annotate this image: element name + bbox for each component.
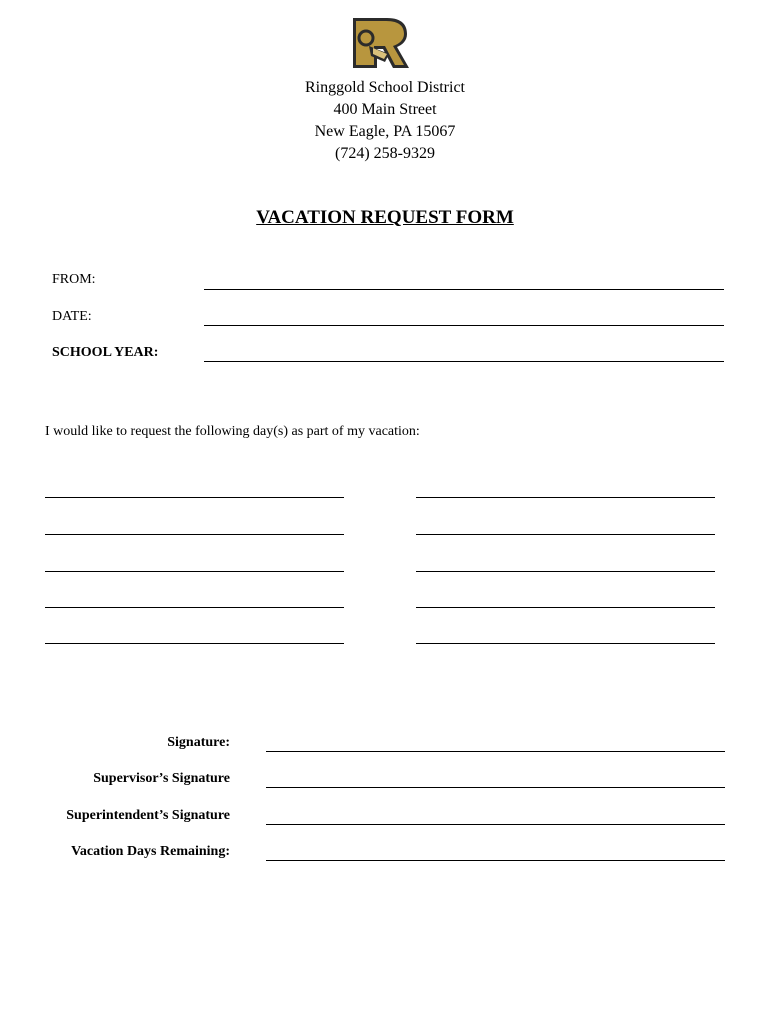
vacation-day-field[interactable] xyxy=(416,534,715,535)
vacation-day-field[interactable] xyxy=(416,571,715,572)
request-instruction: I would like to request the following day(s) as part of my vacation: xyxy=(45,424,420,439)
district-name: Ringgold School District xyxy=(305,79,465,96)
city-state-zip: New Eagle, PA 15067 xyxy=(314,123,456,140)
vacation-days-remaining-field[interactable] xyxy=(266,860,725,861)
from-label: FROM: xyxy=(52,272,96,287)
supervisor-signature-field[interactable] xyxy=(266,787,725,788)
from-field[interactable] xyxy=(204,289,724,290)
vacation-day-field[interactable] xyxy=(45,534,344,535)
school-year-label: SCHOOL YEAR: xyxy=(52,345,159,360)
supervisor-signature-label: Supervisor’s Signature xyxy=(93,771,230,786)
date-label: DATE: xyxy=(52,309,92,324)
vacation-day-field[interactable] xyxy=(416,497,715,498)
vacation-day-field[interactable] xyxy=(45,497,344,498)
district-logo xyxy=(349,16,413,70)
vacation-days-remaining-label: Vacation Days Remaining: xyxy=(71,844,230,859)
vacation-day-field[interactable] xyxy=(45,643,344,644)
form-title: VACATION REQUEST FORM xyxy=(256,207,514,228)
phone-number: (724) 258-9329 xyxy=(335,145,435,162)
date-field[interactable] xyxy=(204,325,724,326)
superintendent-signature-label: Superintendent’s Signature xyxy=(66,808,230,823)
signature-label: Signature: xyxy=(167,735,230,750)
school-year-field[interactable] xyxy=(204,361,724,362)
vacation-day-field[interactable] xyxy=(416,607,715,608)
vacation-day-field[interactable] xyxy=(45,571,344,572)
superintendent-signature-field[interactable] xyxy=(266,824,725,825)
signature-field[interactable] xyxy=(266,751,725,752)
vacation-day-field[interactable] xyxy=(45,607,344,608)
street-address: 400 Main Street xyxy=(333,101,437,118)
vacation-day-field[interactable] xyxy=(416,643,715,644)
